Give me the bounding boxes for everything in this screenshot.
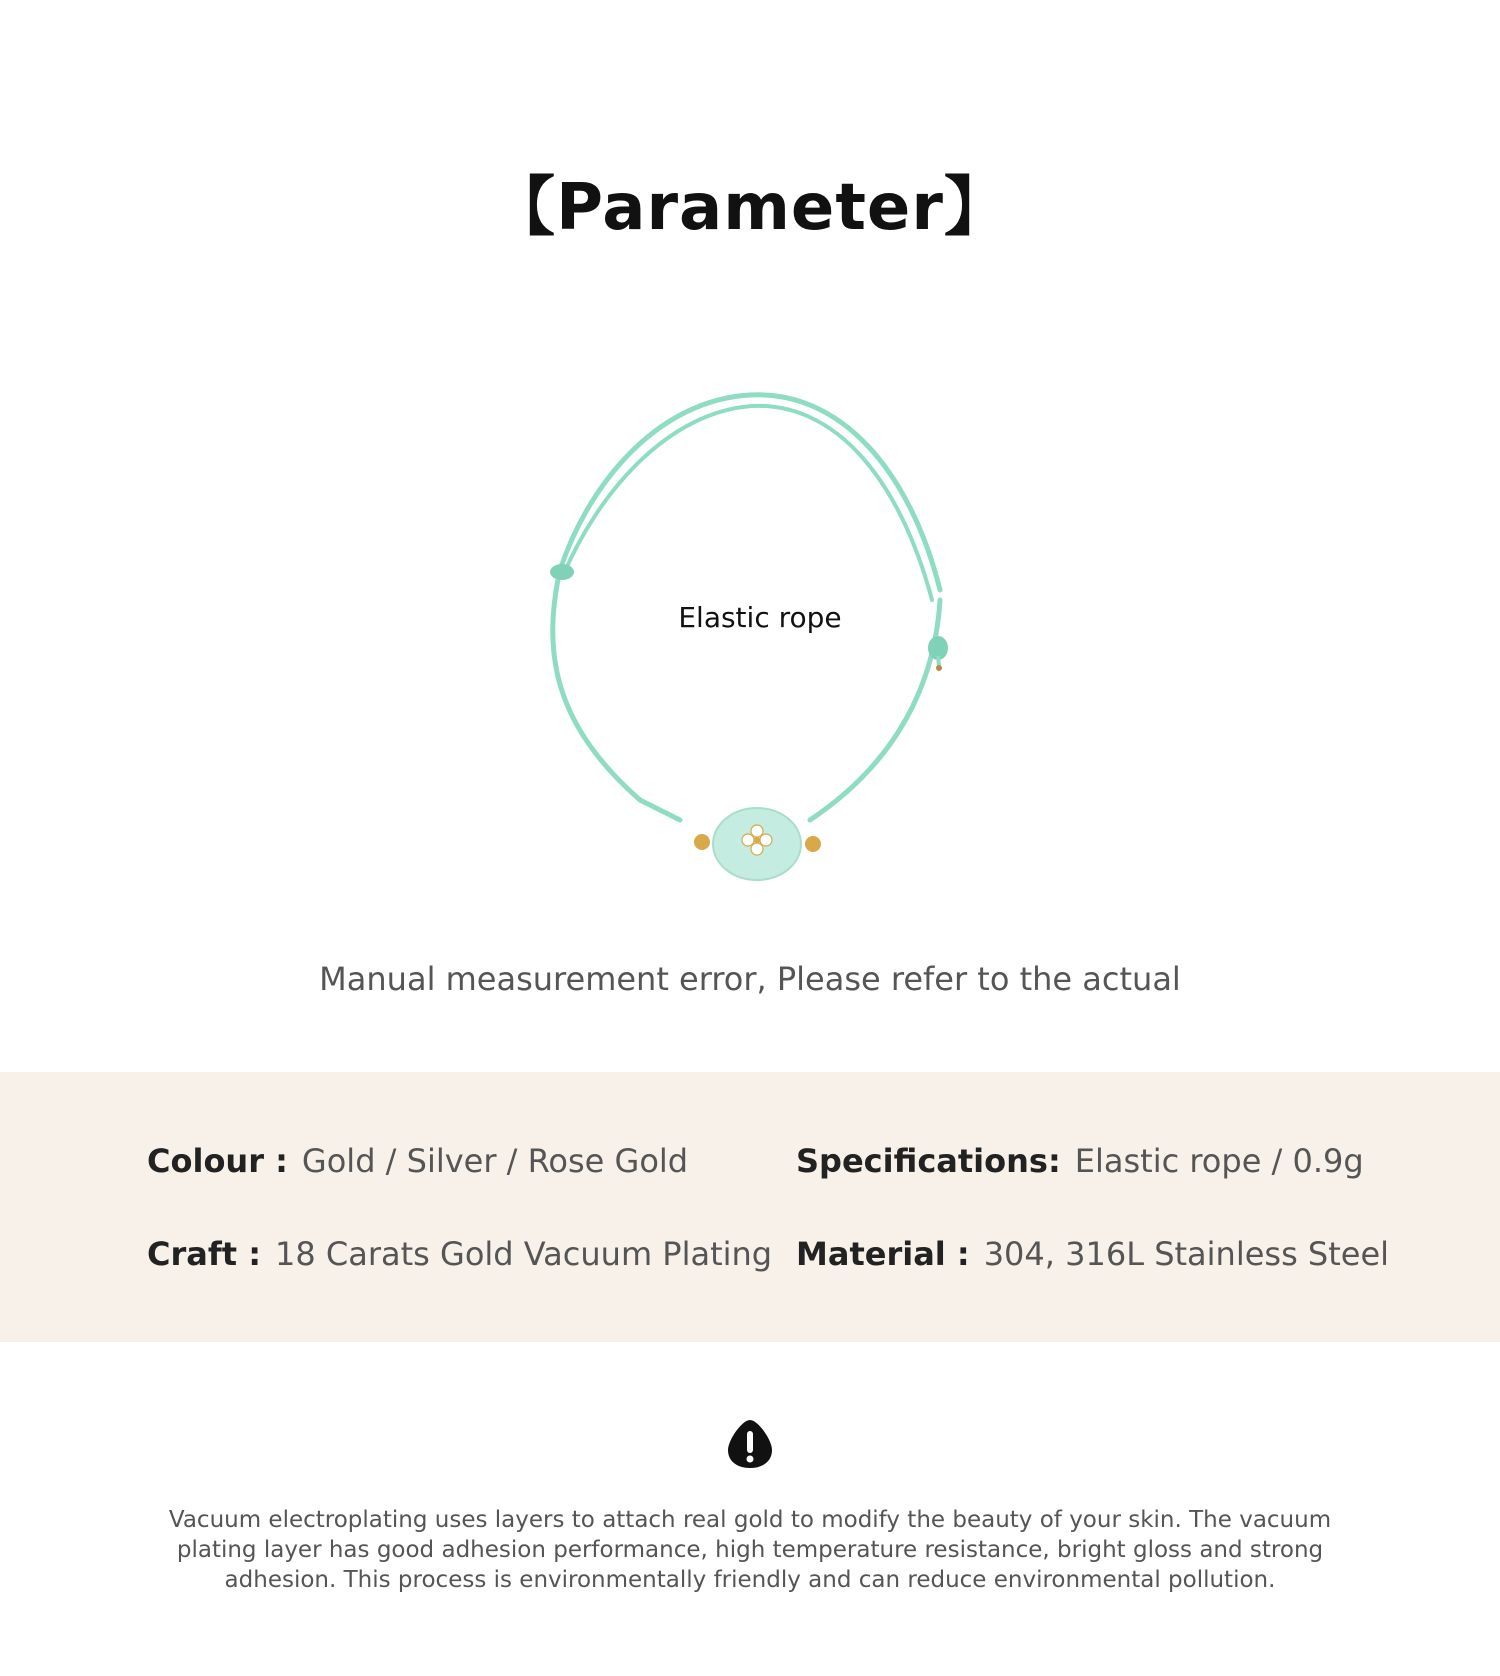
page-title: 【Parameter】 [491, 171, 1009, 245]
bead-left [694, 834, 710, 850]
knot-left [550, 564, 574, 580]
spec-colour [147, 1139, 688, 1183]
spec-craft-label: Craft : [147, 1235, 262, 1273]
bead-right [805, 836, 821, 852]
rope-top-1 [560, 395, 940, 590]
spec-colour-value: Gold / Silver / Rose Gold [301, 1142, 689, 1180]
spec-craft [147, 1232, 772, 1276]
spec-colour-label: Colour : [147, 1142, 288, 1180]
measurement-note: Manual measurement error, Please refer to the actual [319, 960, 1181, 998]
spec-panel [0, 1072, 1500, 1342]
spec-material-label: Material : [796, 1235, 970, 1273]
spec-specifications-label: Specifications: [796, 1142, 1061, 1180]
spec-specifications-value: Elastic rope / 0.9g [1074, 1142, 1364, 1180]
rope-top-2 [562, 406, 932, 600]
spec-material [796, 1232, 1389, 1276]
warning-icon [726, 1418, 774, 1470]
care-description: Vacuum electroplating uses layers to attach real gold to modify the beauty of your skin. The vacuum plating layer has good adhesion performance, high temperature resistance, bright gloss and strong adhesion. This process is environmentally friendly and can reduce environmental pollution. [168, 1507, 1332, 1593]
rope-label: Elastic rope [678, 601, 842, 634]
spec-craft-value: 18 Carats Gold Vacuum Plating [275, 1235, 773, 1273]
spec-specifications [796, 1139, 1364, 1183]
spec-material-value: 304, 316L Stainless Steel [983, 1235, 1390, 1273]
